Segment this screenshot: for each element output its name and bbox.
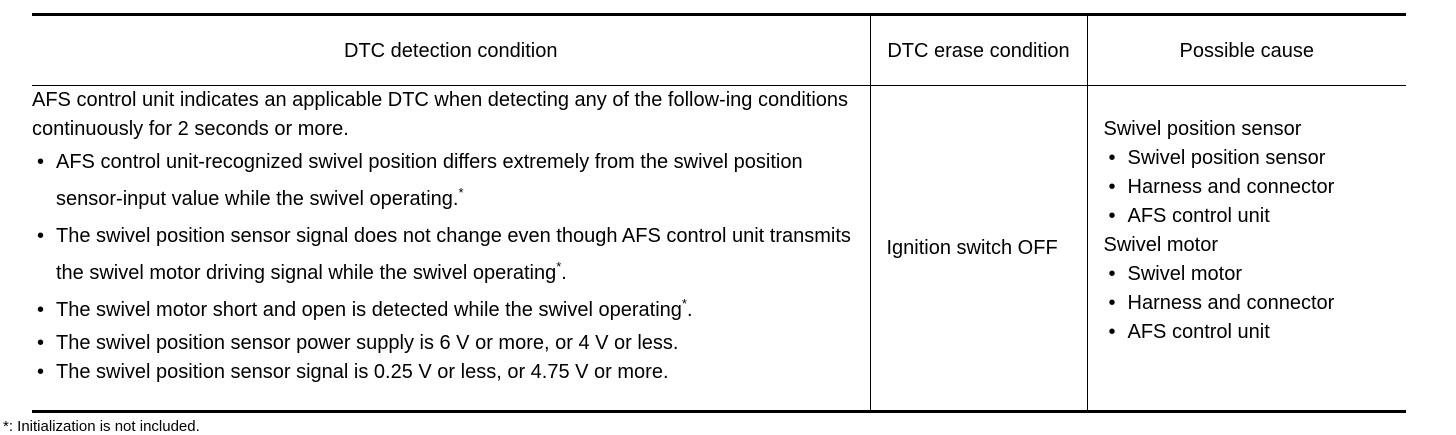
condition-intro: AFS control unit indicates an applicable DTC when detecting any of the follow-ing conditions continuously for 2 seconds or more. xyxy=(32,89,849,140)
cause-list xyxy=(1104,260,1397,347)
condition-item xyxy=(32,292,870,329)
header-erase-condition: DTC erase condition xyxy=(870,15,1087,86)
cause-group-title: Swivel position sensor xyxy=(1103,118,1302,140)
condition-trailing-period: . xyxy=(686,299,693,321)
condition-text: The swivel position sensor power supply is 6 V or more, or 4 V or less. xyxy=(56,332,679,354)
dtc-row xyxy=(32,86,1406,412)
erase-condition-cell xyxy=(870,86,1087,412)
condition-text: The swivel position sensor signal does not change even though AFS control unit transmits the swivel motor driving signal while the swivel operating xyxy=(56,225,851,284)
cause-list xyxy=(1104,144,1397,231)
condition-text: The swivel position sensor signal is 0.25 V or less, or 4.75 V or more. xyxy=(56,361,669,383)
possible-cause-cell xyxy=(1087,86,1406,412)
cause-item: • AFS control unit xyxy=(1104,318,1397,347)
dtc-document xyxy=(3,13,1406,435)
header-detection-condition: DTC detection condition xyxy=(32,15,870,86)
footnote-mark: * xyxy=(458,185,464,200)
cause-item: • AFS control unit xyxy=(1104,202,1397,231)
condition-item xyxy=(32,218,870,292)
condition-text: AFS control unit-recognized swivel position differs extremely from the swivel position sensor-input value while the swivel operating. xyxy=(56,151,803,210)
cause-group-title: Swivel motor xyxy=(1103,234,1218,256)
cause-item: • Swivel position sensor xyxy=(1104,144,1397,173)
footnote: *: Initialization is not included. xyxy=(3,418,200,435)
header-possible-cause: Possible cause xyxy=(1087,15,1406,86)
header-row xyxy=(32,15,1406,86)
footnote-mark: * xyxy=(556,259,562,274)
cause-item: • Harness and connector xyxy=(1104,173,1397,202)
condition-item xyxy=(32,329,870,358)
cause-item: • Harness and connector xyxy=(1104,289,1397,318)
cause-item: • Swivel motor xyxy=(1104,260,1397,289)
condition-trailing-period: . xyxy=(561,262,567,284)
dtc-table xyxy=(32,13,1406,413)
erase-condition-text: Ignition switch OFF xyxy=(886,236,1058,259)
detection-condition-cell xyxy=(32,86,870,412)
footnote-mark: * xyxy=(681,296,687,311)
condition-list xyxy=(32,144,870,387)
condition-item xyxy=(32,144,870,218)
condition-item xyxy=(32,358,870,387)
condition-text: The swivel motor short and open is detected while the swivel operating xyxy=(56,299,682,321)
